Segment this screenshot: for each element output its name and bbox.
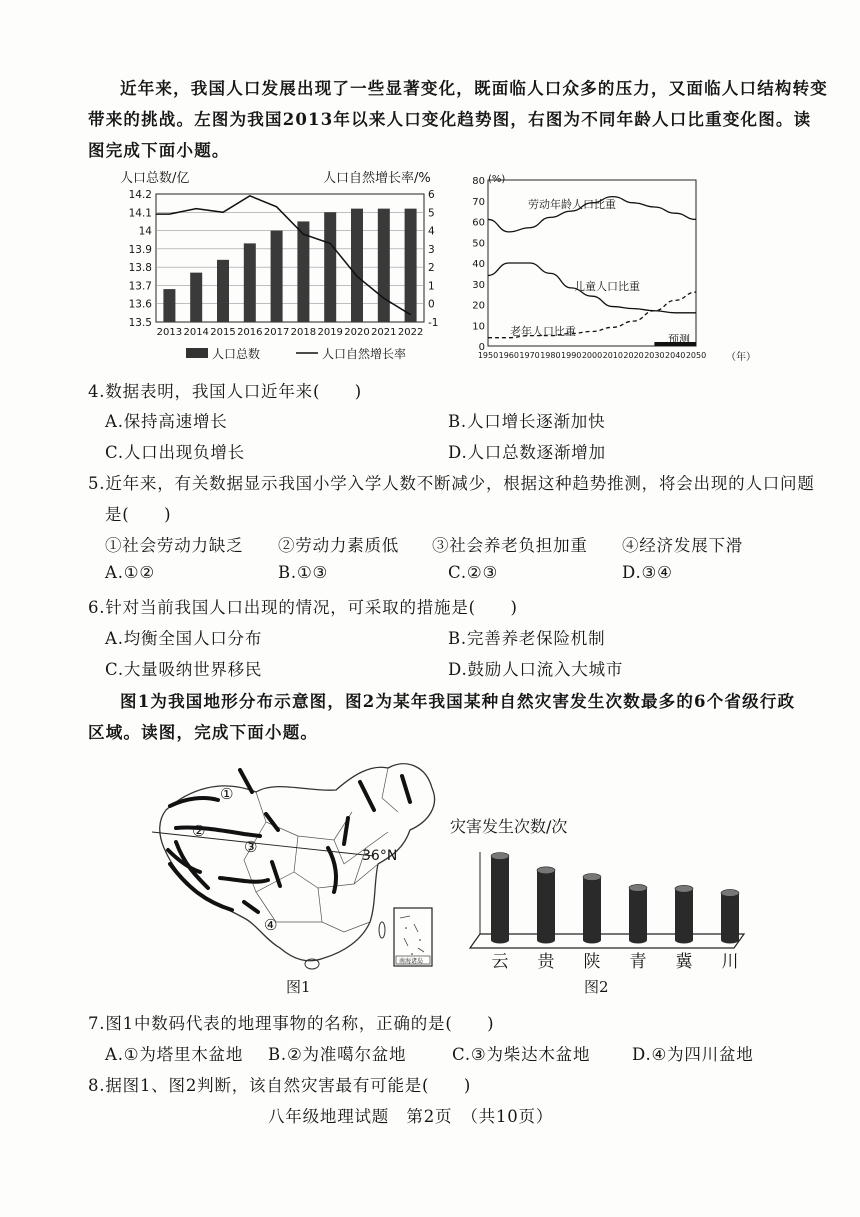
population-chart bbox=[118, 168, 458, 368]
year-unit: （年） bbox=[726, 352, 756, 363]
china-terrain-map bbox=[148, 752, 448, 982]
x-tick: 1970 bbox=[519, 351, 540, 360]
population-bar bbox=[324, 212, 336, 322]
x-tick: 2050 bbox=[685, 351, 707, 360]
province-label: 青 bbox=[629, 952, 647, 972]
marker-1: ① bbox=[220, 785, 234, 803]
forecast-label: 预测 bbox=[668, 333, 690, 346]
y-tick-left: 13.7 bbox=[128, 280, 152, 293]
province-label: 川 bbox=[721, 952, 739, 972]
q6-option-c[interactable]: C.大量吸纳世界移民 bbox=[105, 660, 263, 679]
y-tick-left: 14 bbox=[138, 225, 152, 238]
bar-top bbox=[721, 889, 739, 896]
y-tick-right: -1 bbox=[428, 317, 439, 329]
y-tick: 20 bbox=[472, 300, 485, 312]
age-structure-chart bbox=[470, 168, 770, 368]
q5-stem-1: 5.近年来，有关数据显示我国小学入学人数不断减少，根据这种趋势推测，将会出现的人口问题 bbox=[88, 474, 815, 493]
q5-statement-3: ③社会养老负担加重 bbox=[432, 536, 588, 555]
q6-option-b[interactable]: B.完善养老保险机制 bbox=[448, 629, 606, 648]
y-tick: 10 bbox=[472, 321, 485, 333]
q6-option-a[interactable]: A.均衡全国人口分布 bbox=[105, 629, 263, 648]
y-tick: 60 bbox=[472, 217, 485, 229]
y-tick-left: 13.9 bbox=[128, 243, 152, 256]
intro-line-1: 近年来，我国人口发展出现了一些显著变化，既面临人口众多的压力，又面临人口结构转变 bbox=[120, 79, 828, 98]
province-label: 贵 bbox=[537, 952, 555, 972]
taiwan-island bbox=[379, 922, 385, 938]
y-tick: 50 bbox=[472, 238, 485, 250]
x-tick-label: 2017 bbox=[263, 327, 290, 338]
x-tick: 2040 bbox=[665, 351, 686, 360]
x-tick-label: 2015 bbox=[210, 327, 236, 338]
y-tick: 80 bbox=[472, 176, 485, 187]
percent-unit: (%) bbox=[488, 174, 506, 185]
y-tick-right: 1 bbox=[428, 280, 435, 293]
q5-statement-4: ④经济发展下滑 bbox=[622, 536, 744, 555]
disaster-bar bbox=[629, 888, 647, 940]
figure-2-caption: 图2 bbox=[584, 978, 609, 996]
disaster-bar bbox=[675, 889, 693, 940]
x-tick: 1990 bbox=[561, 351, 582, 360]
bar-top bbox=[675, 885, 693, 892]
intro-line-3: 图完成下面小题。 bbox=[88, 141, 230, 160]
disaster-plot bbox=[470, 852, 744, 972]
q4-option-c[interactable]: C.人口出现负增长 bbox=[105, 443, 245, 462]
disaster-bar bbox=[721, 893, 739, 940]
page-footer: 八年级地理试题 第2页 （共10页） bbox=[268, 1107, 554, 1126]
population-bar bbox=[190, 273, 202, 322]
bar-base bbox=[491, 937, 509, 944]
y-tick-left: 13.6 bbox=[128, 298, 152, 311]
q7-option-c[interactable]: C.③为柴达木盆地 bbox=[452, 1045, 591, 1064]
label-labor: 劳动年龄人口比重 bbox=[528, 198, 616, 211]
bar-base bbox=[583, 937, 601, 944]
latitude-label: 36°N bbox=[362, 848, 398, 864]
x-tick: 2020 bbox=[623, 351, 644, 360]
legend-bar-swatch bbox=[186, 348, 208, 358]
y-tick-left: 13.5 bbox=[128, 317, 152, 329]
bar-base bbox=[629, 937, 647, 944]
y-tick: 30 bbox=[472, 279, 485, 291]
x-tick-label: 2022 bbox=[397, 327, 424, 338]
x-tick: 2010 bbox=[602, 351, 623, 360]
y-tick-right: 2 bbox=[428, 262, 435, 275]
x-tick-label: 2020 bbox=[344, 327, 370, 338]
q5-option-c[interactable]: C.②③ bbox=[448, 563, 499, 582]
y-tick-left: 14.2 bbox=[128, 189, 152, 201]
intro2-line-2: 区域。读图，完成下面小题。 bbox=[88, 723, 319, 742]
x-tick: 1980 bbox=[540, 351, 561, 360]
y-tick: 0 bbox=[478, 342, 485, 353]
bar-top bbox=[537, 867, 555, 874]
y-tick-right: 3 bbox=[428, 243, 435, 256]
left-legend bbox=[186, 346, 406, 361]
population-bar bbox=[378, 209, 390, 322]
population-bar bbox=[405, 209, 417, 322]
bar-base bbox=[537, 937, 555, 944]
q5-option-a[interactable]: A.①② bbox=[105, 563, 155, 582]
y-tick-right: 4 bbox=[428, 225, 435, 238]
q4-option-d[interactable]: D.人口总数逐渐增加 bbox=[448, 443, 606, 462]
left-axis-title: 人口总数/亿 bbox=[120, 171, 190, 186]
x-tick-label: 2014 bbox=[183, 327, 209, 338]
population-bar bbox=[217, 260, 229, 322]
intro2-line-1: 图1为我国地形分布示意图，图2为某年我国某种自然灾害发生次数最多的6个省级行政 bbox=[120, 692, 796, 711]
label-elder: 老年人口比重 bbox=[510, 325, 576, 338]
figure-1-caption: 图1 bbox=[286, 978, 311, 996]
x-tick-label: 2016 bbox=[237, 327, 263, 338]
population-bar bbox=[297, 221, 309, 322]
intro-line-2: 带来的挑战。左图为我国2013年以来人口变化趋势图，右图为不同年龄人口比重变化图。读 bbox=[88, 110, 812, 129]
legend-bar-label: 人口总数 bbox=[212, 347, 261, 361]
q6-stem: 6.针对当前我国人口出现的情况，可采取的措施是( ) bbox=[88, 598, 518, 617]
south-china-sea-inset bbox=[394, 908, 432, 966]
latitude-line bbox=[152, 832, 374, 856]
province-label: 冀 bbox=[675, 952, 693, 972]
bar-top bbox=[491, 853, 509, 860]
q5-option-d[interactable]: D.③④ bbox=[622, 563, 673, 582]
disaster-bar-chart bbox=[448, 812, 748, 972]
x-tick-label: 2019 bbox=[317, 327, 343, 338]
province-label: 云 bbox=[491, 952, 509, 972]
q6-option-d[interactable]: D.鼓励人口流入大城市 bbox=[448, 660, 624, 679]
figure-2-title: 灾害发生次数/次 bbox=[450, 817, 568, 836]
population-bar bbox=[163, 289, 175, 322]
q7-option-b[interactable]: B.②为准噶尔盆地 bbox=[268, 1045, 407, 1064]
x-tick-label: 2021 bbox=[371, 327, 397, 338]
y-tick-right: 0 bbox=[428, 298, 435, 311]
bar-base bbox=[675, 937, 693, 944]
legend-line-label: 人口自然增长率 bbox=[322, 347, 407, 361]
y-tick-left: 14.1 bbox=[128, 207, 152, 220]
bar-base bbox=[721, 937, 739, 944]
population-plot bbox=[129, 189, 439, 338]
y-tick-right: 5 bbox=[428, 207, 435, 220]
x-tick-label: 2013 bbox=[156, 327, 183, 338]
right-axis-title: 人口自然增长率/% bbox=[323, 171, 431, 186]
q7-stem: 7.图1中数码代表的地理事物的名称，正确的是( ) bbox=[88, 1014, 495, 1033]
x-tick: 2030 bbox=[644, 351, 665, 360]
x-tick: 1960 bbox=[498, 351, 519, 360]
x-tick: 1950 bbox=[477, 351, 499, 360]
q4-stem: 4.数据表明，我国人口近年来( ) bbox=[88, 382, 363, 401]
q4-option-a[interactable]: A.保持高速增长 bbox=[105, 412, 228, 431]
province-label: 陕 bbox=[583, 952, 601, 972]
q5-statement-1: ①社会劳动力缺乏 bbox=[105, 536, 244, 555]
marker-2: ② bbox=[192, 822, 206, 840]
q7-option-d[interactable]: D.④为四川盆地 bbox=[632, 1045, 754, 1064]
marker-4: ④ bbox=[264, 916, 278, 934]
x-tick: 2000 bbox=[581, 351, 603, 360]
marker-3: ③ bbox=[244, 838, 258, 856]
q5-statement-2: ②劳动力素质低 bbox=[278, 536, 400, 555]
y-tick-left: 13.8 bbox=[128, 262, 152, 275]
q5-option-b[interactable]: B.①③ bbox=[278, 563, 329, 582]
q5-stem-2: 是( ) bbox=[105, 505, 172, 524]
disaster-bar bbox=[491, 856, 509, 940]
inset-note: 南海诸岛 bbox=[399, 958, 424, 965]
q7-option-a[interactable]: A.①为塔里木盆地 bbox=[105, 1045, 244, 1064]
y-tick: 40 bbox=[472, 259, 485, 270]
bar-top bbox=[583, 874, 601, 881]
population-bar bbox=[351, 209, 363, 322]
disaster-bar bbox=[537, 870, 555, 940]
mountain-ranges bbox=[168, 770, 410, 912]
label-child: 儿童人口比重 bbox=[574, 280, 640, 293]
y-tick-right: 6 bbox=[428, 189, 435, 201]
q4-option-b[interactable]: B.人口增长逐渐加快 bbox=[448, 412, 606, 431]
population-bar bbox=[271, 231, 283, 322]
population-bar bbox=[244, 243, 256, 322]
chart-floor bbox=[470, 934, 744, 948]
disaster-bar bbox=[583, 877, 601, 940]
x-tick-label: 2018 bbox=[290, 327, 317, 338]
q8-stem: 8.据图1、图2判断，该自然灾害最有可能是( ) bbox=[88, 1076, 472, 1095]
bar-top bbox=[629, 884, 647, 891]
y-tick: 70 bbox=[472, 196, 485, 208]
